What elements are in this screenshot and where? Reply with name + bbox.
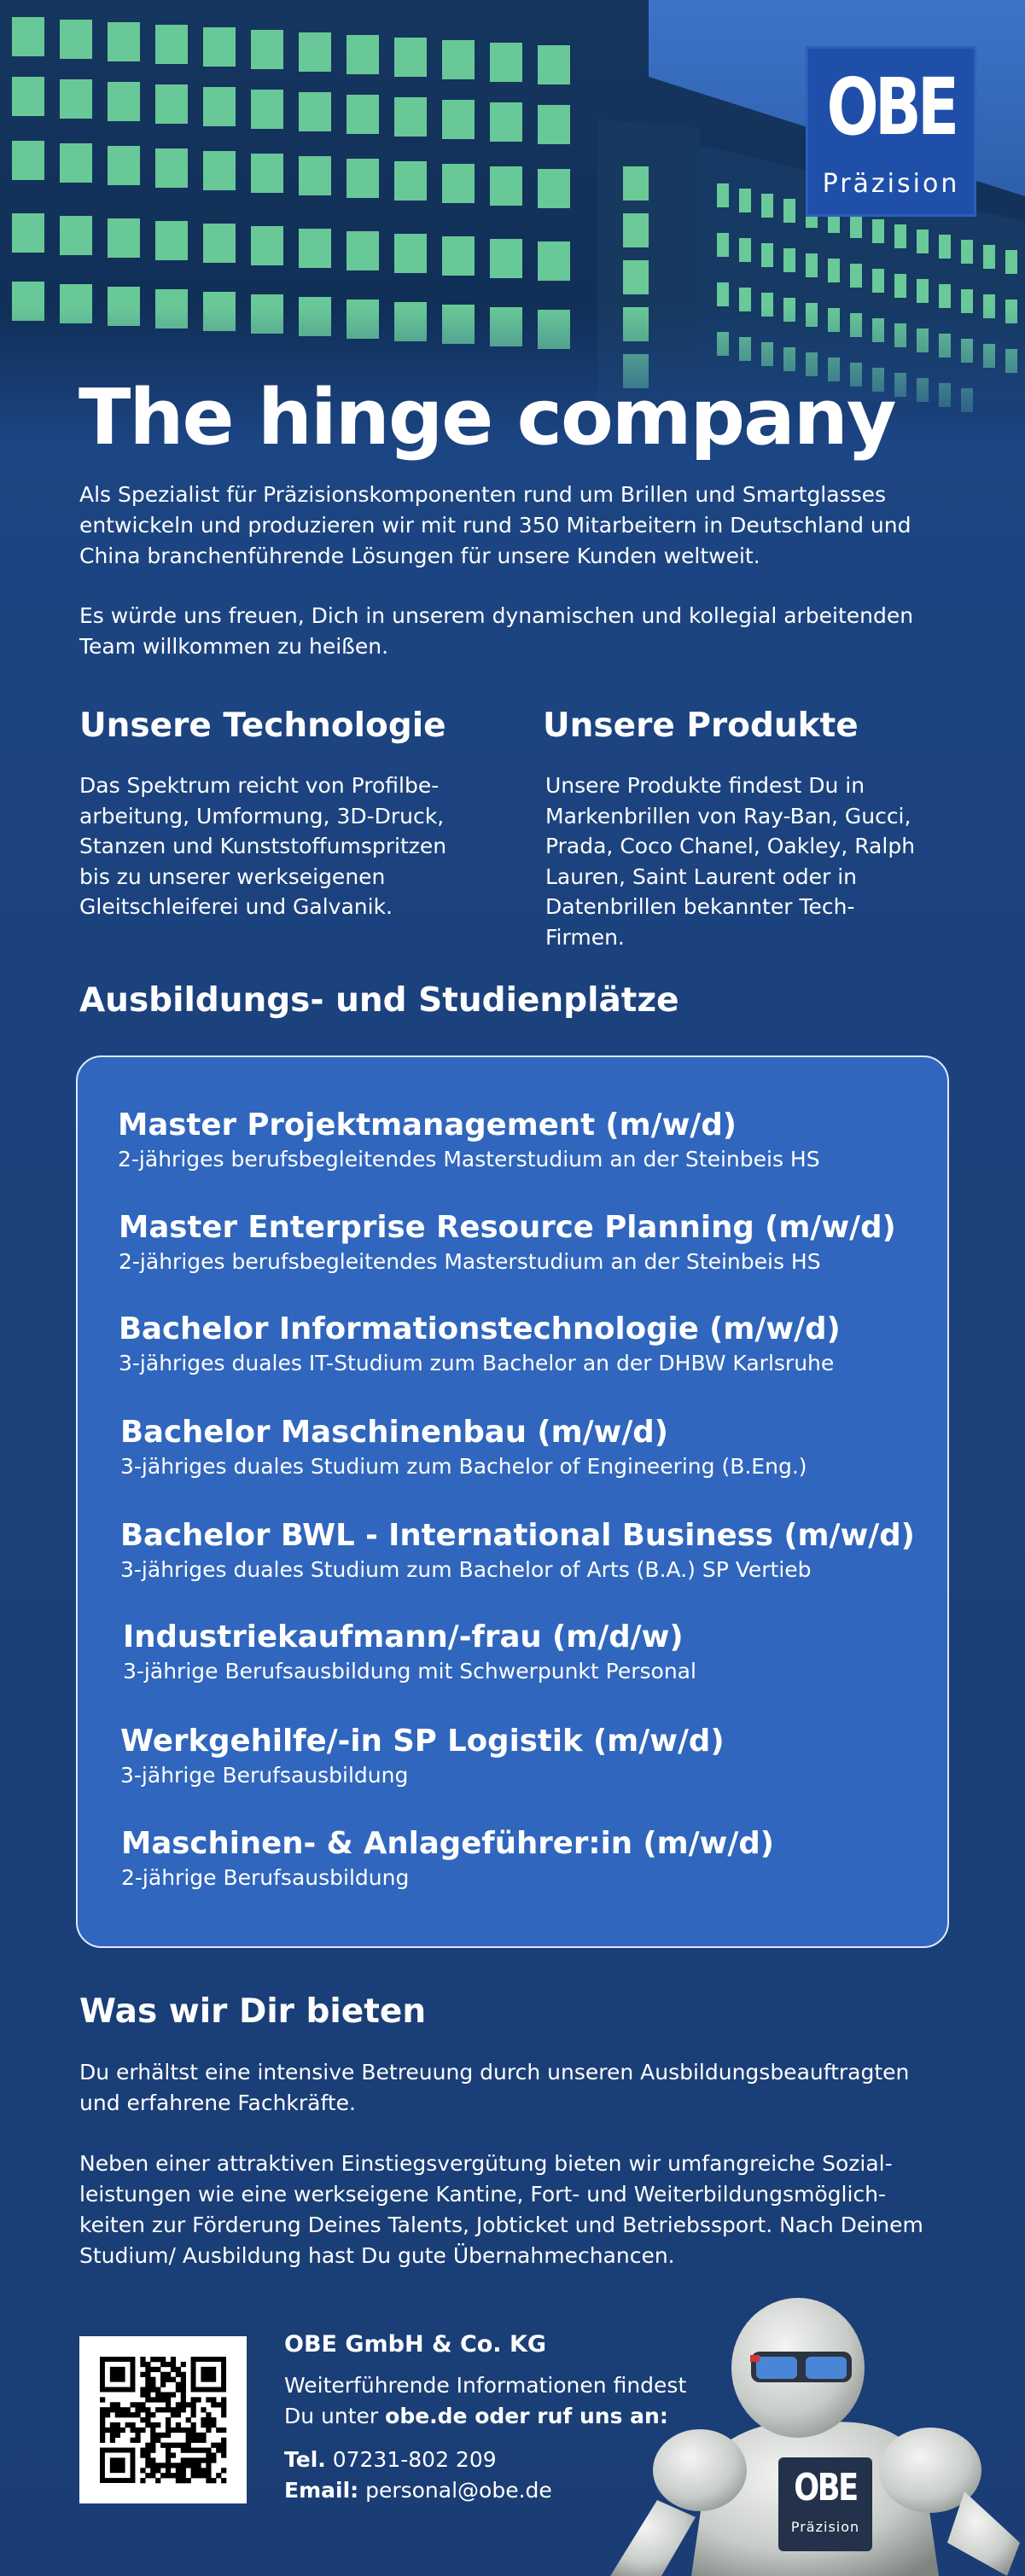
contact-info-prefix: Du unter bbox=[284, 2404, 386, 2428]
window bbox=[251, 154, 283, 193]
window bbox=[203, 151, 236, 190]
offer-heading: Was wir Dir bieten bbox=[79, 1992, 427, 2031]
job-subtitle: 3-jähriges duales Studium zum Bachelor of Engineering (B.Eng.) bbox=[120, 1454, 807, 1479]
window bbox=[155, 25, 188, 64]
window bbox=[60, 20, 92, 59]
offer-paragraph-2: Neben einer attraktiven Einstiegsvergütung bieten wir umfangreiche Sozial-leistungen wie eine werkseigene Kantine, Fort- und Weiterbildungsmöglich-keiten zur Förderung Deines Talents, Jobticket und Betriebssport. Nach Deinem Studium/ Ausbildung hast Du gute Übernahmechancen. bbox=[79, 2151, 923, 2268]
window bbox=[872, 269, 884, 293]
window bbox=[872, 219, 884, 243]
window bbox=[60, 216, 92, 255]
window bbox=[490, 43, 522, 82]
window bbox=[60, 143, 92, 183]
job-subtitle: 3-jähriges duales Studium zum Bachelor of Arts (B.A.) SP Vertieb bbox=[120, 1557, 812, 1582]
window bbox=[203, 224, 236, 263]
window bbox=[783, 199, 795, 223]
window bbox=[490, 239, 522, 278]
window bbox=[299, 229, 331, 268]
window bbox=[60, 79, 92, 119]
window bbox=[394, 234, 427, 273]
window bbox=[442, 100, 475, 139]
window bbox=[155, 221, 188, 260]
window bbox=[490, 102, 522, 142]
window bbox=[917, 230, 929, 253]
window bbox=[251, 30, 283, 69]
window bbox=[490, 166, 522, 206]
window bbox=[1005, 250, 1017, 274]
logo-mark: OBE bbox=[826, 61, 956, 153]
job-title: Industriekaufmann/-frau (m/d/w) bbox=[123, 1619, 684, 1654]
window bbox=[717, 183, 729, 207]
job-item bbox=[121, 1824, 774, 1893]
window bbox=[12, 17, 44, 56]
job-item bbox=[118, 1106, 820, 1174]
job-item bbox=[123, 1618, 696, 1686]
window bbox=[203, 87, 236, 126]
window bbox=[939, 284, 951, 308]
window bbox=[347, 231, 379, 270]
window bbox=[12, 77, 44, 116]
window bbox=[806, 253, 818, 277]
window bbox=[623, 213, 649, 247]
robot-illustration bbox=[589, 2287, 1025, 2576]
window bbox=[828, 259, 840, 282]
window bbox=[717, 233, 729, 257]
job-subtitle: 3-jährige Berufsausbildung bbox=[120, 1763, 409, 1788]
window bbox=[623, 260, 649, 294]
window bbox=[850, 214, 862, 238]
window bbox=[108, 218, 140, 258]
window bbox=[299, 32, 331, 72]
technology-text: Das Spektrum reicht von Profilbe- arbeitung, Umformung, 3D-Druck, Stanzen und Kunststoffumspritzen bis zu unserer werkseigenen Gleitschleiferei und Galvanik. bbox=[79, 773, 447, 919]
qr-code[interactable] bbox=[79, 2336, 247, 2503]
website-link[interactable]: obe.de oder ruf uns an: bbox=[385, 2404, 668, 2428]
window bbox=[623, 166, 649, 201]
window bbox=[251, 226, 283, 265]
window bbox=[894, 274, 906, 298]
email-label: Email: bbox=[284, 2478, 359, 2503]
job-title: Werkgehilfe/-in SP Logistik (m/w/d) bbox=[120, 1724, 725, 1759]
window bbox=[983, 245, 995, 269]
window bbox=[538, 45, 570, 84]
page-title: The hinge company bbox=[79, 373, 895, 462]
window bbox=[894, 224, 906, 248]
technology-heading: Unsere Technologie bbox=[79, 707, 446, 745]
intro-paragraph-1: Als Spezialist für Präzisionskomponenten rund um Brillen und Smartglasses entwickeln und produzieren wir mit rund 350 Mitarbeitern in Deutschland und China branchenführende Lösungen für unsere Kunden weltweit. bbox=[79, 482, 911, 568]
job-subtitle: 2-jähriges berufsbegleitendes Masterstudium an der Steinbeis HS bbox=[119, 1249, 821, 1274]
job-title: Maschinen- & Anlageführer:in (m/w/d) bbox=[121, 1826, 774, 1861]
products-heading: Unsere Produkte bbox=[543, 707, 859, 745]
window bbox=[12, 141, 44, 180]
job-item bbox=[120, 1516, 915, 1585]
window bbox=[347, 95, 379, 134]
window bbox=[717, 282, 729, 306]
job-title: Master Projektmanagement (m/w/d) bbox=[118, 1108, 737, 1143]
jobs-list-box bbox=[76, 1055, 949, 1948]
phone-label: Tel. bbox=[284, 2447, 326, 2472]
window bbox=[108, 22, 140, 61]
window bbox=[783, 248, 795, 272]
window bbox=[251, 90, 283, 129]
job-item bbox=[120, 1722, 725, 1790]
job-subtitle: 2-jährige Berufsausbildung bbox=[121, 1865, 410, 1890]
company-name: OBE GmbH & Co. KG bbox=[284, 2331, 547, 2358]
window bbox=[739, 189, 751, 212]
window bbox=[917, 279, 929, 303]
window bbox=[442, 164, 475, 203]
contact-info-line-1: Weiterführende Informationen findest bbox=[284, 2373, 687, 2398]
window bbox=[538, 241, 570, 281]
job-title: Master Enterprise Resource Planning (m/w/d) bbox=[119, 1210, 896, 1245]
window bbox=[739, 238, 751, 262]
window bbox=[299, 92, 331, 131]
phone-number[interactable]: 07231-802 209 bbox=[325, 2447, 497, 2472]
window bbox=[761, 243, 773, 267]
window bbox=[12, 213, 44, 253]
job-item bbox=[120, 1413, 807, 1481]
window bbox=[347, 35, 379, 74]
window bbox=[442, 236, 475, 276]
qr-code-image bbox=[79, 2336, 247, 2503]
window bbox=[442, 40, 475, 79]
window bbox=[538, 169, 570, 208]
window bbox=[394, 38, 427, 77]
window bbox=[538, 105, 570, 144]
window bbox=[394, 161, 427, 201]
window bbox=[961, 240, 973, 264]
window bbox=[299, 156, 331, 195]
intro-paragraph-2: Es würde uns freuen, Dich in unserem dynamischen und kollegial arbeitenden Team willkommen zu heißen. bbox=[79, 603, 914, 659]
window bbox=[108, 82, 140, 121]
robot-badge-subtitle: Präzision bbox=[790, 2519, 860, 2535]
obe-logo bbox=[806, 46, 976, 217]
job-title: Bachelor Informationstechnologie (m/w/d) bbox=[119, 1311, 841, 1346]
window bbox=[155, 84, 188, 124]
window bbox=[394, 97, 427, 137]
window bbox=[155, 148, 188, 188]
window bbox=[761, 194, 773, 218]
email-address[interactable]: personal@obe.de bbox=[358, 2478, 552, 2503]
window bbox=[850, 264, 862, 288]
window bbox=[347, 159, 379, 198]
logo-subtitle: Präzision bbox=[822, 169, 960, 199]
offer-paragraph-1: Du erhältst eine intensive Betreuung durch unseren Ausbildungsbeauftragten und erfahrene Fachkräfte. bbox=[79, 2060, 910, 2115]
job-title: Bachelor BWL - International Business (m/w/d) bbox=[120, 1518, 915, 1553]
job-subtitle: 3-jährige Berufsausbildung mit Schwerpunkt Personal bbox=[123, 1659, 696, 1683]
job-subtitle: 2-jähriges berufsbegleitendes Masterstudium an der Steinbeis HS bbox=[118, 1147, 820, 1172]
robot-badge-mark: OBE bbox=[794, 2466, 857, 2509]
job-item bbox=[119, 1208, 896, 1276]
job-subtitle: 3-jähriges duales IT-Studium zum Bachelor an der DHBW Karlsruhe bbox=[119, 1351, 835, 1375]
window bbox=[203, 27, 236, 67]
job-title: Bachelor Maschinenbau (m/w/d) bbox=[120, 1415, 668, 1450]
jobs-heading: Ausbildungs- und Studienplätze bbox=[79, 981, 679, 1020]
job-item bbox=[119, 1310, 841, 1378]
window bbox=[108, 146, 140, 185]
products-text: Unsere Produkte findest Du in Markenbrillen von Ray-Ban, Gucci, Prada, Coco Chanel, Oakley, Ralph Lauren, Saint Laurent oder in Datenbrillen bekannter Tech- Firmen. bbox=[545, 773, 916, 950]
window bbox=[939, 235, 951, 259]
